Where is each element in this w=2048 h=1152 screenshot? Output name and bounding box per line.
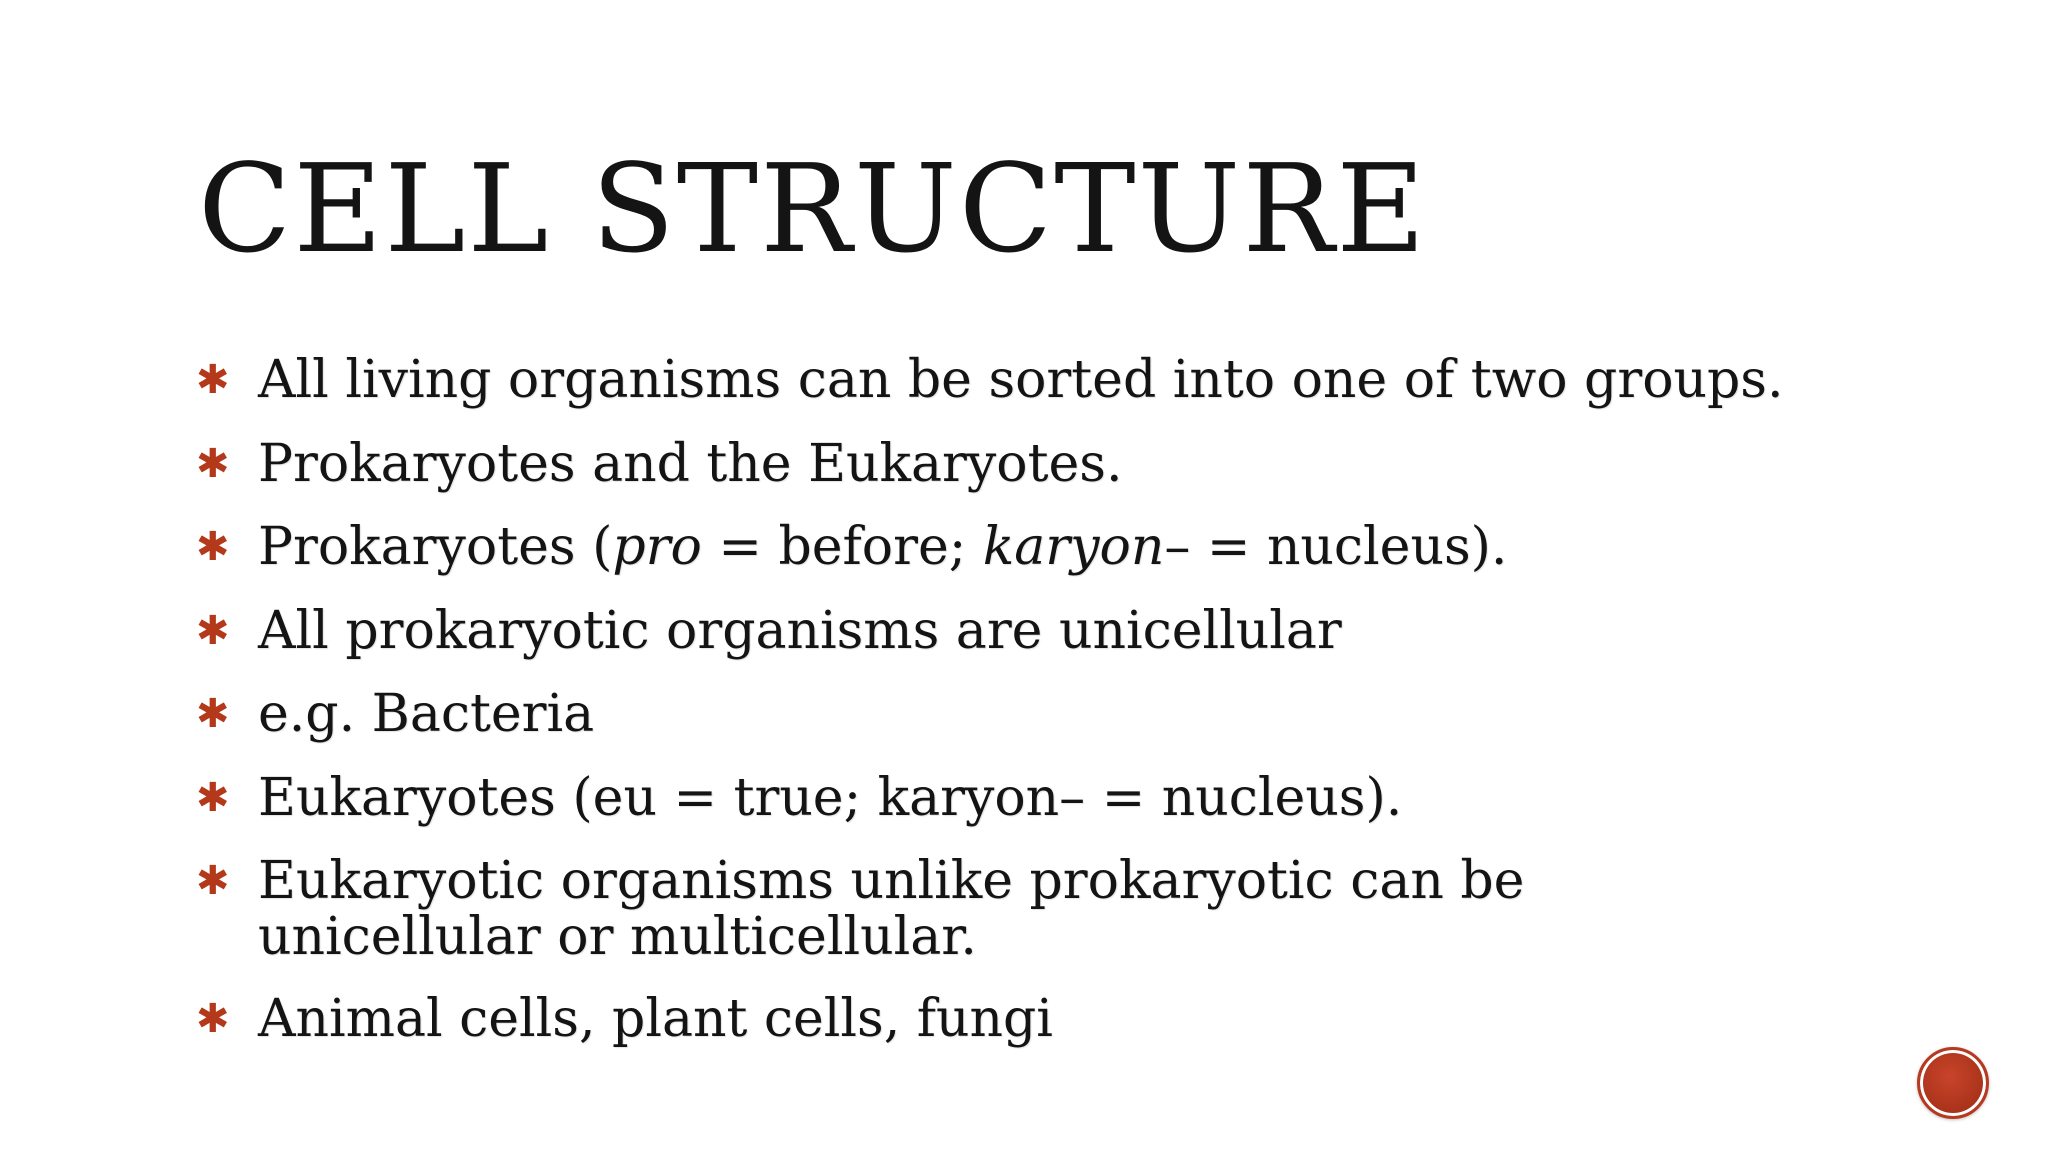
bullet-text-part: Prokaryotes (	[258, 517, 613, 577]
asterisk-bullet-icon: ✱	[196, 996, 230, 1042]
bullet-text-italic: karyon	[982, 517, 1165, 577]
asterisk-bullet-icon: ✱	[196, 357, 230, 403]
list-item	[196, 686, 1896, 742]
bullet-text: All living organisms can be sorted into one of two groups.	[258, 350, 1784, 410]
list-item	[196, 767, 1896, 828]
list-item	[196, 519, 1896, 575]
bullet-text-part: – = nucleus).	[1164, 517, 1508, 577]
list-item	[196, 433, 1896, 494]
list-item	[196, 991, 1896, 1047]
asterisk-bullet-icon: ✱	[196, 691, 230, 737]
asterisk-bullet-icon: ✱	[196, 858, 230, 904]
asterisk-bullet-icon: ✱	[196, 524, 230, 570]
bullet-text: Eukaryotic organisms unlike prokaryotic can be unicellular or multicellular.	[258, 851, 1525, 967]
bullet-list	[196, 352, 1896, 1075]
bullet-text-italic: pro	[612, 517, 702, 577]
slide-title: CELL STRUCTURE	[198, 138, 1428, 280]
asterisk-bullet-icon: ✱	[196, 607, 230, 654]
bullet-text: Animal cells, plant cells, fungi	[258, 989, 1053, 1049]
list-item	[196, 352, 1896, 408]
list-item	[196, 600, 1896, 661]
asterisk-bullet-icon: ✱	[196, 440, 230, 487]
bullet-text: Prokaryotes and the Eukaryotes.	[258, 433, 1123, 494]
bullet-text: All prokaryotic organisms are unicellular	[258, 600, 1342, 661]
bullet-text: Eukaryotes (eu = true; karyon– = nucleus).	[258, 767, 1403, 828]
bullet-text	[258, 519, 1896, 575]
next-slide-button[interactable]	[1917, 1047, 1989, 1119]
bullet-text-part: = before;	[701, 517, 983, 577]
bullet-text: e.g. Bacteria	[258, 684, 595, 744]
list-item	[196, 853, 1896, 965]
asterisk-bullet-icon: ✱	[196, 774, 230, 821]
